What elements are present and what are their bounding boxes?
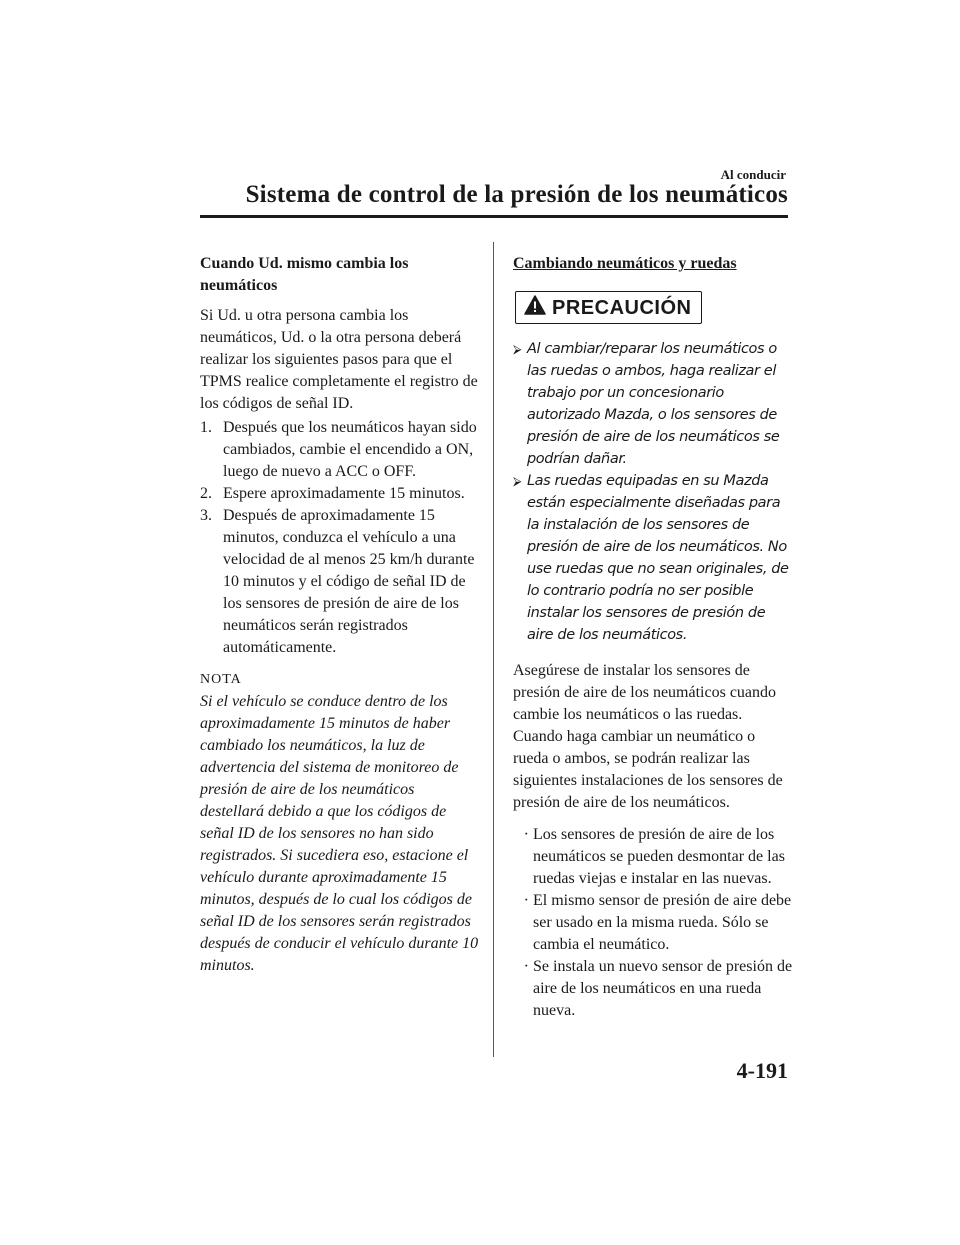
bullet-list: [513, 824, 793, 1022]
bullet-text: El mismo sensor de presión de aire debe ser usado en la misma rueda. Sólo se cambia el neumático.: [533, 892, 792, 953]
note-text: Si el vehículo se conduce dentro de los aproximadamente 15 minutos de haber cambiado los neumáticos, la luz de advertencia del sistema de monitoreo de presión de aire de los neumáticos destellará debido a que los códigos de señal ID de los sensores no han sido registrados. Si sucediera eso, estacione el vehículo durante aproximadamente 15 minutos, después de lo cual los códigos de señal ID de los sensores serán registrados después de conducir el vehículo durante 10 minutos.: [200, 693, 479, 974]
note-label: NOTA: [200, 672, 242, 687]
step-text: Espere aproximadamente 15 minutos.: [223, 485, 465, 502]
step-text: Después de aproximadamente 15 minutos, conduzca el vehículo a una velocidad de al menos 25 km/h durante 10 minutos y el código de señal ID de los sensores de presión de aire de los neumáticos serán registrados automáticamente.: [223, 507, 475, 656]
bullet-dot-icon: ·: [523, 892, 529, 909]
step-item: [200, 505, 482, 659]
caution-box: [515, 291, 702, 324]
warning-triangle-icon: [524, 295, 546, 320]
step-item: [200, 483, 482, 505]
subheading-line-1: Cuando Ud. mismo cambia los: [200, 255, 409, 272]
right-column: [513, 253, 793, 1022]
step-item: [200, 417, 482, 483]
step-number: 2.: [200, 485, 212, 502]
step-number: 3.: [200, 507, 212, 524]
page-number: 4-191: [736, 1058, 788, 1083]
arrow-bullet-icon: ⮚: [513, 342, 522, 356]
subheading-line-2: neumáticos: [200, 277, 278, 294]
bullet-item: [513, 824, 793, 890]
steps-list: [200, 417, 482, 659]
arrow-bullet-icon: ⮚: [513, 474, 522, 488]
section-label: Al conducir: [720, 167, 786, 182]
step-text: Después que los neumáticos hayan sido cambiados, cambie el encendido a ON, luego de nuevo a ACC o OFF.: [223, 419, 477, 480]
bullet-dot-icon: ·: [523, 826, 529, 843]
page-title: Sistema de control de la presión de los neumáticos: [245, 181, 788, 208]
caution-item: [513, 338, 793, 470]
left-column: [200, 253, 482, 977]
bullet-dot-icon: ·: [523, 958, 529, 975]
bullet-item: [513, 956, 793, 1022]
header-rule: [200, 215, 788, 218]
caution-label: PRECAUCIÓN: [552, 296, 692, 319]
step-number: 1.: [200, 419, 212, 436]
wheels-paragraph: Asegúrese de instalar los sensores de presión de aire de los neumáticos cuando cambie los neumáticos o las ruedas. Cuando haga cambiar un neumático o rueda o ambos, se podrán realizar las siguientes instalaciones de los sensores de presión de aire de los neumáticos.: [513, 662, 783, 811]
intro-paragraph: Si Ud. u otra persona cambia los neumáticos, Ud. o la otra persona deberá realizar los siguientes pasos para que el TPMS realice completamente el registro de los códigos de señal ID.: [200, 307, 478, 412]
bullet-item: [513, 890, 793, 956]
bullet-text: Se instala un nuevo sensor de presión de aire de los neumáticos en una rueda nueva.: [533, 958, 793, 1019]
caution-item: [513, 470, 793, 646]
subheading: [200, 253, 482, 297]
caution-text: Las ruedas equipadas en su Mazda están especialmente diseñadas para la instalación de los sensores de presión de aire de los neumáticos. No use ruedas que no sean originales, de lo contrario podría no ser posible instalar los sensores de presión de aire de los neumáticos.: [527, 473, 789, 643]
subheading-wheels: Cambiando neumáticos y ruedas: [513, 255, 737, 272]
column-divider: [493, 242, 494, 1057]
caution-text: Al cambiar/reparar los neumáticos o las ruedas o ambos, haga realizar el trabajo por un concesionario autorizado Mazda, o los sensores de presión de aire de los neumáticos se podrían dañar.: [527, 341, 780, 467]
bullet-text: Los sensores de presión de aire de los neumáticos se pueden desmontar de las ruedas viejas e instalar en las nuevas.: [533, 826, 785, 887]
caution-list: [513, 338, 793, 646]
